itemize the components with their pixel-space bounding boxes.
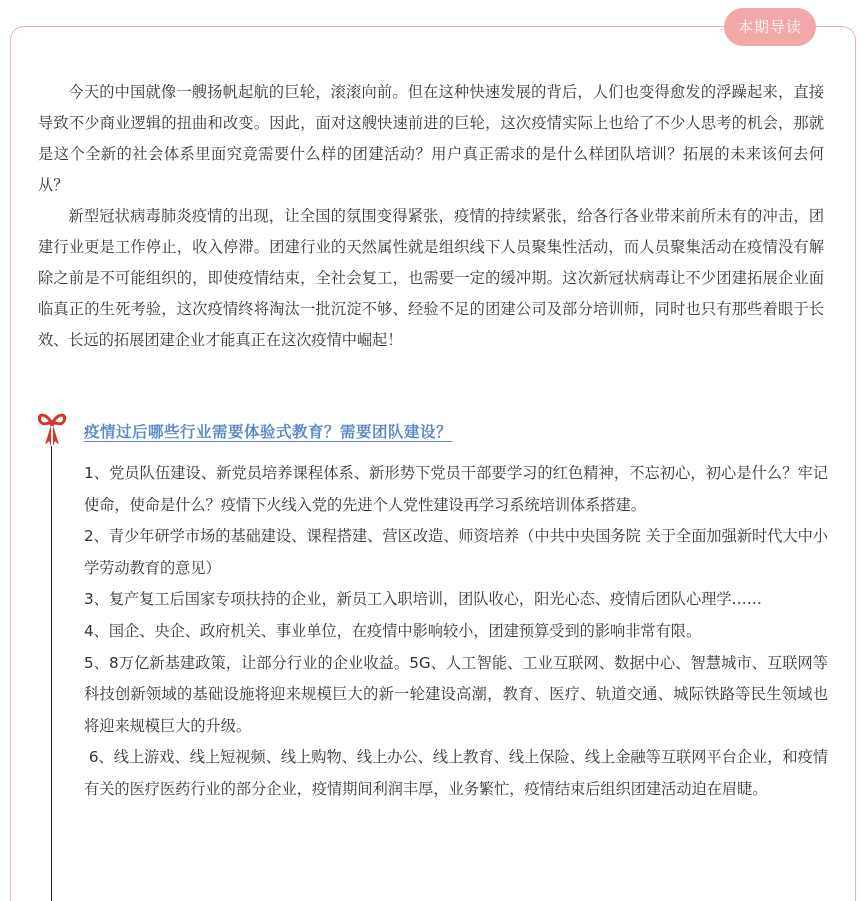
section-title-link[interactable]: 疫情过后哪些行业需要体验式教育？需要团队建设？ xyxy=(84,423,453,441)
list-item: 1、党员队伍建设、新党员培养课程体系、新形势下党员干部要学习的红色精神，不忘初心，初心是什么？牢记使命，使命是什么？疫情下火线入党的先进个人党性建设再学习系统培训体系搭建。 xyxy=(84,464,828,514)
intro-section xyxy=(38,77,824,356)
industry-list xyxy=(84,458,828,806)
list-item: 5、8万亿新基建政策，让部分行业的企业收益。5G、人工智能、工业互联网、数据中心、智慧城市、互联网等科技创新领域的基础设施将迎来规模巨大的新一轮建设高潮，教育、医疗、轨道交通、城际铁路等民生领域也将迎来规模巨大的升级。 xyxy=(84,653,828,735)
list-item: 4、国企、央企、政府机关、事业单位，在疫情中影响较小，团建预算受到的影响非常有限。 xyxy=(84,621,702,640)
list-item: 6、线上游戏、线上短视频、线上购物、线上办公、线上教育、线上保险、线上金融等互联网平台企业，和疫情有关的医疗医药行业的部分企业，疫情期间利润丰厚，业务繁忙，疫情结束后组织团建活动迫在眉睫。 xyxy=(84,748,828,798)
intro-paragraph-2: 新型冠状病毒肺炎疫情的出现，让全国的氛围变得紧张，疫情的持续紧张，给各行各业带来前所未有的冲击，团建行业更是工作停止，收入停滞。团建行业的天然属性就是组织线下人员聚集性活动，而人员聚集活动在疫情没有解除之前是不可能组织的，即使疫情结束，全社会复工，也需要一定的缓冲期。这次新冠状病毒让不少团建拓展企业面临真正的生死考验，这次疫情终将淘汰一批沉淀不够、经验不足的团建公司及部分培训师，同时也只有那些着眼于长效、长远的拓展团建企业才能真正在这次疫情中崛起！ xyxy=(38,207,824,349)
timeline-line xyxy=(51,446,52,901)
list-item: 3、复产复工后国家专项扶持的企业，新员工入职培训，团队收心，阳光心态、疫情后团队心理学…… xyxy=(84,590,762,609)
ribbon-icon xyxy=(37,410,67,448)
intro-paragraph-1: 今天的中国就像一艘扬帆起航的巨轮，滚滚向前。但在这种快速发展的背后，人们也变得愈发的浮躁起来，直接导致不少商业逻辑的扭曲和改变。因此，面对这艘快速前进的巨轮，这次疫情实际上也给了不少人思考的机会，那就是这个全新的社会体系里面究竟需要什么样的团建活动？用户真正需求的是什么样团队培训？拓展的未来该何去何从？ xyxy=(38,83,824,194)
issue-guide-badge: 本期导读 xyxy=(724,8,816,46)
list-item: 2、青少年研学市场的基础建设、课程搭建、营区改造、师资培养（中共中央国务院 关于全面加强新时代大中小学劳动教育的意见） xyxy=(84,527,828,577)
